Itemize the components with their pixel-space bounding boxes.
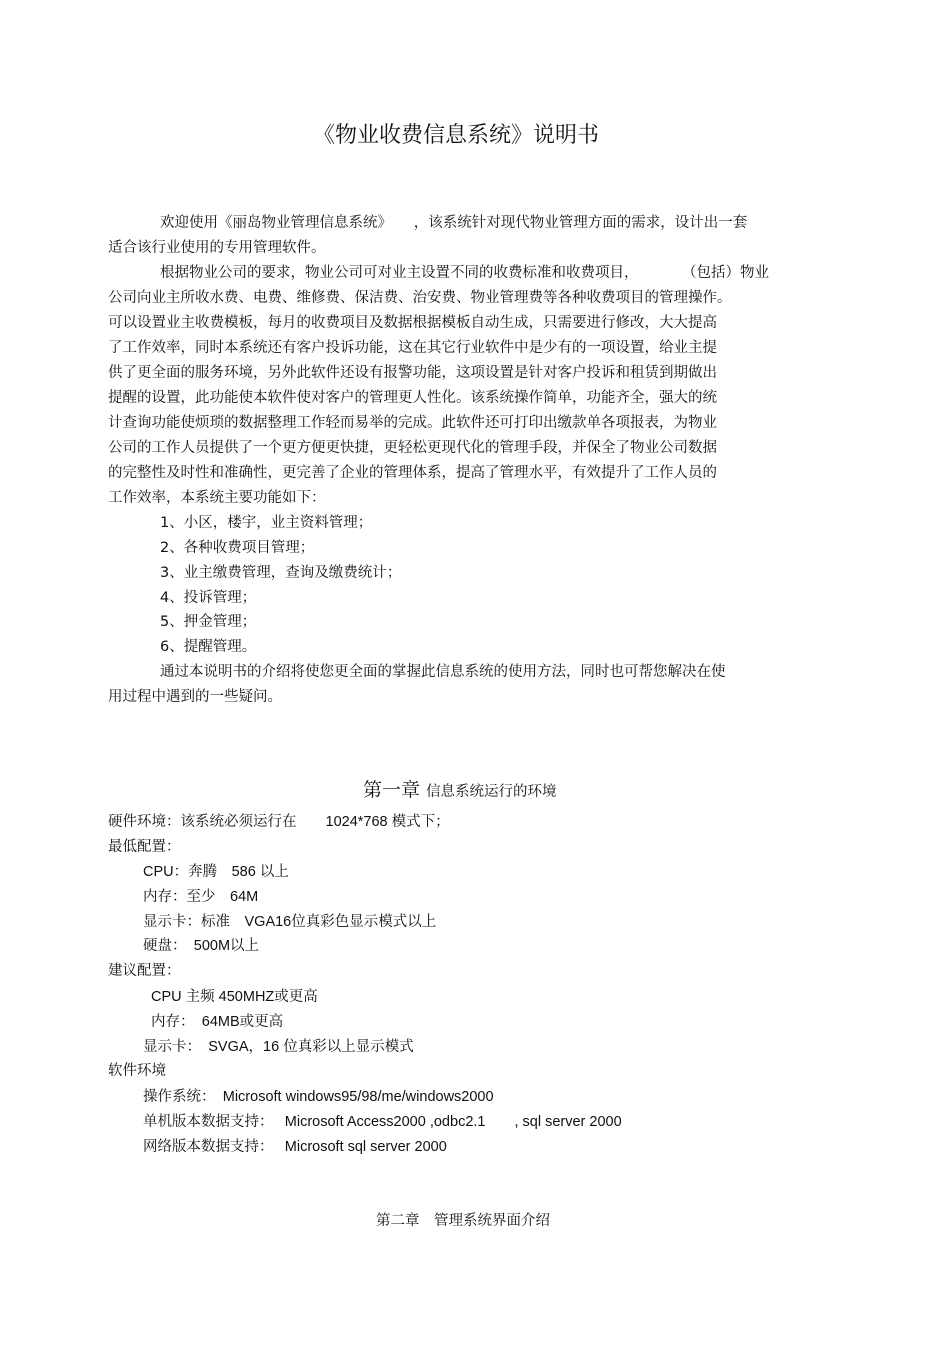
software-env-item: 网络版本数据支持： Microsoft sql server 2000 xyxy=(143,1139,447,1155)
rec-config-item: 显示卡： SVGA，16 位真彩以上显示模式 xyxy=(143,1039,414,1055)
feature-item: 3、业主缴费管理，查询及缴费统计； xyxy=(160,565,402,581)
intro-p2-line-9: 的完整性及时性和准确性，更完善了企业的管理体系，提高了管理水平，有效提升了工作人员的 xyxy=(108,465,717,481)
document-title: 《物业收费信息系统》说明书 xyxy=(313,123,600,148)
software-env-label: 软件环境 xyxy=(108,1063,166,1079)
min-config-item: CPU：奔腾 586 以上 xyxy=(143,864,289,880)
intro-p2-line-1: 根据物业公司的要求，物业公司可对业主设置不同的收费标准和收费项目， （包括）物业 xyxy=(160,265,769,281)
intro-p3-line-2: 用过程中遇到的一些疑问。 xyxy=(108,689,282,705)
intro-p2-line-7: 计查询功能使烦琐的数据整理工作轻而易举的完成。此软件还可打印出缴款单各项报表，为物业 xyxy=(108,415,717,431)
intro-p2-line-2: 公司向业主所收水费、电费、维修费、保洁费、治安费、物业管理费等各种收费项目的管理操作。 xyxy=(108,290,732,306)
feature-item: 4、投诉管理； xyxy=(160,590,257,606)
intro-p2-line-4: 了工作效率，同时本系统还有客户投诉功能，这在其它行业软件中是少有的一项设置，给业主提 xyxy=(108,340,717,356)
rec-config-item: 内存： 64MB或更高 xyxy=(151,1014,284,1030)
rec-config-item: CPU 主频 450MHZ或更高 xyxy=(151,989,318,1005)
intro-p2-line-5: 供了更全面的服务环境，另外此软件还设有报警功能，这项设置是针对客户投诉和租赁到期做出 xyxy=(108,365,717,381)
chapter-1-heading-sub: 信息系统运行的环境 xyxy=(426,784,557,800)
feature-item: 5、押金管理； xyxy=(160,614,257,630)
feature-item: 2、各种收费项目管理； xyxy=(160,540,315,556)
chapter-1-heading xyxy=(363,778,557,804)
min-config-item: 显示卡：标准 VGA16位真彩色显示模式以上 xyxy=(143,914,437,930)
intro-p2-line-6: 提醒的设置，此功能使本软件使对客户的管理更人性化。该系统操作简单，功能齐全，强大的统 xyxy=(108,390,717,406)
min-config-item: 硬盘： 500M以上 xyxy=(143,938,260,954)
rec-config-label: 建议配置： xyxy=(108,963,181,979)
software-env-item: 单机版本数据支持： Microsoft Access2000 ,odbc2.1 , sql server 2000 xyxy=(143,1114,622,1130)
min-config-label: 最低配置： xyxy=(108,839,181,855)
chapter-1-heading-main: 第一章 xyxy=(363,779,421,801)
intro-p1-line-1: 欢迎使用《丽岛物业管理信息系统》 ，该系统针对现代物业管理方面的需求，设计出一套 xyxy=(160,215,748,231)
chapter-2-heading: 第二章 管理系统界面介绍 xyxy=(376,1213,550,1229)
intro-p2-line-8: 公司的工作人员提供了一个更方便更快捷，更轻松更现代化的管理手段，并保全了物业公司数据 xyxy=(108,440,717,456)
feature-item: 6、提醒管理。 xyxy=(160,639,257,655)
feature-item: 1、小区，楼宇，业主资料管理； xyxy=(160,515,373,531)
software-env-item: 操作系统： Microsoft windows95/98/me/windows2000 xyxy=(143,1089,494,1105)
intro-p3-line-1: 通过本说明书的介绍将使您更全面的掌握此信息系统的使用方法，同时也可帮您解决在使 xyxy=(160,664,726,680)
min-config-item: 内存：至少 64M xyxy=(143,889,259,905)
intro-p2-line-10: 工作效率，本系统主要功能如下： xyxy=(108,490,326,506)
intro-p2-line-3: 可以设置业主收费模板，每月的收费项目及数据根据模板自动生成，只需要进行修改，大大提高 xyxy=(108,315,717,331)
intro-p1-line-2: 适合该行业使用的专用管理软件。 xyxy=(108,240,326,256)
hardware-environment: 硬件环境：该系统必须运行在 1024*768 模式下； xyxy=(108,814,450,830)
